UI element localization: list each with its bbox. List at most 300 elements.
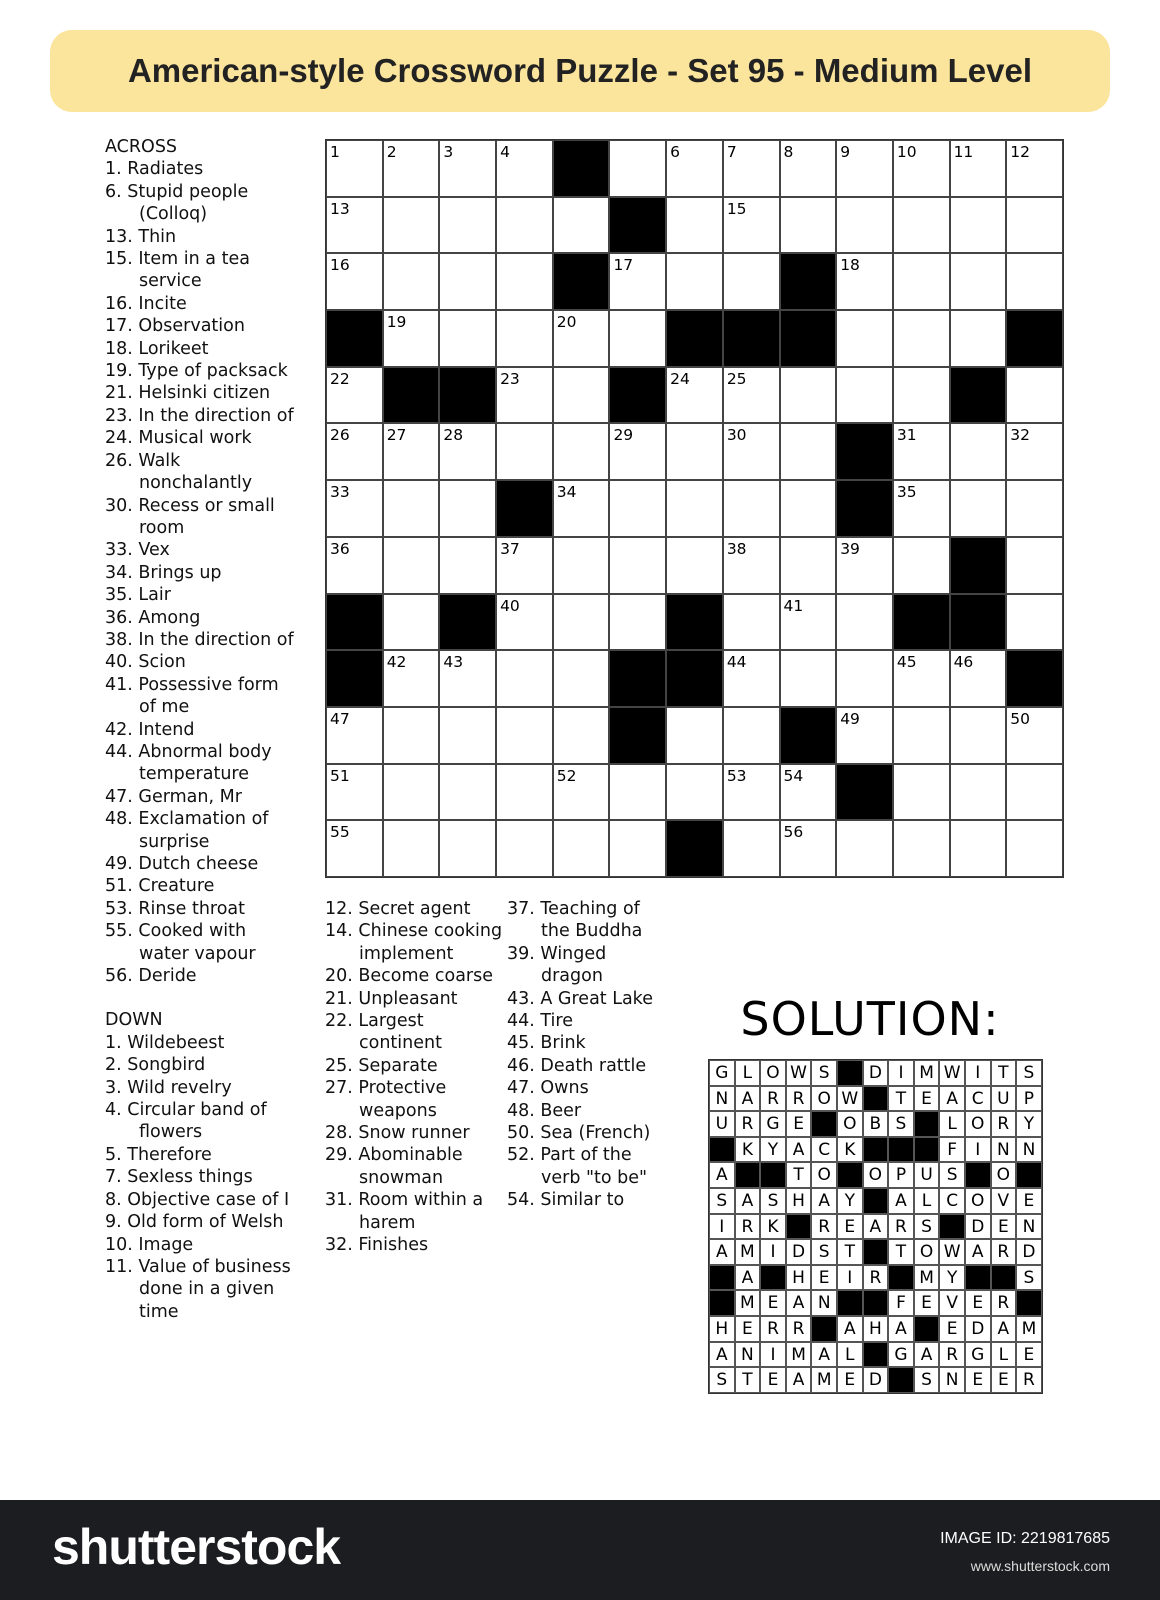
grid-cell[interactable] bbox=[780, 594, 837, 651]
black-square bbox=[836, 764, 893, 821]
grid-cell[interactable] bbox=[383, 140, 440, 197]
solution-black-square bbox=[863, 1239, 889, 1265]
solution-letter: S bbox=[914, 1367, 940, 1393]
grid-cell[interactable] bbox=[496, 820, 553, 877]
solution-black-square bbox=[888, 1367, 914, 1393]
across-clue: 41. Possessive form of me bbox=[105, 674, 279, 718]
grid-cell[interactable] bbox=[893, 310, 950, 367]
solution-letter: W bbox=[837, 1086, 863, 1112]
solution-letter: E bbox=[991, 1367, 1017, 1393]
solution-letter: N bbox=[991, 1137, 1017, 1163]
grid-cell[interactable] bbox=[496, 140, 553, 197]
down-clue: 47. Owns bbox=[507, 1078, 589, 1099]
clue-number: 25 bbox=[726, 369, 747, 388]
grid-cell[interactable] bbox=[1006, 253, 1063, 310]
black-square bbox=[836, 480, 893, 537]
grid-cell[interactable] bbox=[496, 707, 553, 764]
grid-cell[interactable] bbox=[326, 197, 383, 254]
grid-cell[interactable] bbox=[723, 650, 780, 707]
solution-letter: S bbox=[939, 1162, 965, 1188]
solution-black-square bbox=[811, 1316, 837, 1342]
grid-cell[interactable] bbox=[836, 820, 893, 877]
down-clue: 2. Songbird bbox=[105, 1055, 206, 1076]
black-square bbox=[439, 594, 496, 651]
grid-cell[interactable] bbox=[439, 537, 496, 594]
across-clue: 19. Type of packsack bbox=[105, 361, 288, 382]
solution-letter: O bbox=[965, 1188, 991, 1214]
grid-cell[interactable] bbox=[723, 367, 780, 424]
solution-letter: I bbox=[965, 1137, 991, 1163]
grid-cell[interactable] bbox=[609, 594, 666, 651]
grid-cell[interactable] bbox=[383, 310, 440, 367]
clue-number: 16 bbox=[330, 256, 350, 275]
solution-letter: T bbox=[991, 1060, 1017, 1086]
solution-letter: P bbox=[888, 1162, 914, 1188]
grid-cell[interactable] bbox=[893, 707, 950, 764]
grid-cell[interactable] bbox=[439, 764, 496, 821]
grid-cell[interactable] bbox=[1006, 423, 1063, 480]
solution-letter: R bbox=[760, 1086, 786, 1112]
solution-letter: Y bbox=[760, 1137, 786, 1163]
solution-letter: E bbox=[811, 1265, 837, 1291]
grid-cell[interactable] bbox=[950, 764, 1007, 821]
grid-cell[interactable] bbox=[836, 650, 893, 707]
solution-letter: H bbox=[786, 1188, 812, 1214]
black-square bbox=[666, 650, 723, 707]
grid-cell[interactable] bbox=[496, 253, 553, 310]
clue-number: 6 bbox=[670, 143, 680, 161]
clue-number: 34 bbox=[556, 483, 577, 502]
grid-cell[interactable] bbox=[326, 140, 383, 197]
down-clue: 1. Wildebeest bbox=[105, 1032, 225, 1053]
grid-cell[interactable] bbox=[780, 197, 837, 254]
grid-cell[interactable] bbox=[326, 423, 383, 480]
grid-cell[interactable] bbox=[723, 480, 780, 537]
grid-cell[interactable] bbox=[950, 820, 1007, 877]
solution-letter: K bbox=[760, 1214, 786, 1240]
solution-letter: N bbox=[1016, 1214, 1042, 1240]
solution-letter: A bbox=[888, 1188, 914, 1214]
black-square bbox=[326, 650, 383, 707]
solution-letter: I bbox=[709, 1214, 735, 1240]
grid-cell[interactable] bbox=[893, 764, 950, 821]
grid-cell[interactable] bbox=[893, 253, 950, 310]
grid-cell[interactable] bbox=[439, 650, 496, 707]
grid-cell[interactable] bbox=[723, 537, 780, 594]
grid-cell[interactable] bbox=[1006, 594, 1063, 651]
grid-cell[interactable] bbox=[609, 764, 666, 821]
solution-letter: E bbox=[965, 1367, 991, 1393]
grid-cell[interactable] bbox=[780, 140, 837, 197]
across-clue: 56. Deride bbox=[105, 966, 197, 987]
grid-cell[interactable] bbox=[950, 480, 1007, 537]
grid-cell[interactable] bbox=[609, 253, 666, 310]
grid-cell[interactable] bbox=[383, 253, 440, 310]
solution-letter: E bbox=[760, 1367, 786, 1393]
black-square bbox=[609, 650, 666, 707]
solution-letter: V bbox=[939, 1290, 965, 1316]
solution-letter: N bbox=[709, 1086, 735, 1112]
clue-number: 47 bbox=[330, 709, 350, 728]
grid-cell[interactable] bbox=[326, 367, 383, 424]
grid-cell[interactable] bbox=[439, 197, 496, 254]
grid-cell[interactable] bbox=[666, 480, 723, 537]
grid-cell[interactable] bbox=[950, 707, 1007, 764]
across-clue: 49. Dutch cheese bbox=[105, 854, 259, 874]
grid-cell[interactable] bbox=[553, 423, 610, 480]
grid-cell[interactable] bbox=[1006, 820, 1063, 877]
grid-cell[interactable] bbox=[666, 707, 723, 764]
grid-cell[interactable] bbox=[553, 820, 610, 877]
grid-cell[interactable] bbox=[1006, 764, 1063, 821]
grid-cell[interactable] bbox=[780, 764, 837, 821]
solution-letter: S bbox=[1016, 1265, 1042, 1291]
grid-cell[interactable] bbox=[893, 140, 950, 197]
grid-cell[interactable] bbox=[439, 820, 496, 877]
black-square bbox=[326, 310, 383, 367]
down-clue: 28. Snow runner bbox=[325, 1123, 470, 1144]
grid-cell[interactable] bbox=[496, 537, 553, 594]
solution-black-square bbox=[709, 1290, 735, 1316]
solution-letter: T bbox=[837, 1239, 863, 1265]
clue-number: 18 bbox=[840, 256, 860, 275]
across-clue: 36. Among bbox=[105, 607, 201, 628]
solution-letter: A bbox=[863, 1214, 889, 1240]
black-square bbox=[553, 253, 610, 310]
grid-cell[interactable] bbox=[553, 707, 610, 764]
clue-number: 19 bbox=[386, 313, 407, 332]
solution-letter: E bbox=[991, 1214, 1017, 1240]
across-clue: 18. Lorikeet bbox=[105, 338, 209, 359]
grid-cell[interactable] bbox=[780, 423, 837, 480]
grid-cell[interactable] bbox=[383, 650, 440, 707]
grid-cell[interactable] bbox=[780, 367, 837, 424]
down-clue: 21. Unpleasant bbox=[325, 988, 458, 1009]
solution-letter: R bbox=[888, 1214, 914, 1240]
solution-letter: O bbox=[965, 1111, 991, 1137]
black-square bbox=[609, 367, 666, 424]
solution-letter: K bbox=[837, 1137, 863, 1163]
solution-letter: L bbox=[735, 1060, 761, 1086]
grid-cell[interactable] bbox=[893, 820, 950, 877]
grid-cell[interactable] bbox=[383, 707, 440, 764]
clue-number: 55 bbox=[330, 823, 350, 842]
down-clue: 9. Old form of Welsh bbox=[105, 1212, 284, 1233]
grid-cell[interactable] bbox=[496, 197, 553, 254]
solution-letter: O bbox=[837, 1111, 863, 1137]
black-square bbox=[723, 310, 780, 367]
solution-letter: R bbox=[811, 1214, 837, 1240]
grid-cell[interactable] bbox=[723, 140, 780, 197]
grid-cell[interactable] bbox=[553, 197, 610, 254]
solution-black-square bbox=[965, 1162, 991, 1188]
black-square bbox=[780, 707, 837, 764]
grid-cell[interactable] bbox=[893, 423, 950, 480]
grid-cell[interactable] bbox=[666, 140, 723, 197]
clue-number: 4 bbox=[500, 143, 510, 161]
grid-cell[interactable] bbox=[723, 253, 780, 310]
clue-number: 36 bbox=[330, 539, 350, 558]
black-square bbox=[950, 537, 1007, 594]
solution-letter: E bbox=[760, 1290, 786, 1316]
footer-bar bbox=[0, 1500, 1160, 1600]
solution-letter: G bbox=[965, 1342, 991, 1368]
solution-letter: V bbox=[991, 1188, 1017, 1214]
grid-cell[interactable] bbox=[723, 197, 780, 254]
across-clue: 33. Vex bbox=[105, 540, 170, 561]
grid-cell[interactable] bbox=[950, 650, 1007, 707]
grid-cell[interactable] bbox=[666, 253, 723, 310]
footer-url: www.shutterstock.com bbox=[970, 1558, 1110, 1574]
clue-number: 33 bbox=[330, 483, 350, 502]
black-square bbox=[609, 707, 666, 764]
solution-letter: Y bbox=[837, 1188, 863, 1214]
solution-letter: S bbox=[709, 1367, 735, 1393]
solution-letter: A bbox=[786, 1137, 812, 1163]
grid-cell[interactable] bbox=[836, 253, 893, 310]
black-square bbox=[666, 820, 723, 877]
grid-cell[interactable] bbox=[893, 367, 950, 424]
down-clue: 12. Secret agent bbox=[325, 899, 471, 919]
solution-letter: R bbox=[991, 1239, 1017, 1265]
grid-cell[interactable] bbox=[723, 764, 780, 821]
down-clue: 45. Brink bbox=[507, 1033, 586, 1054]
grid-cell[interactable] bbox=[439, 140, 496, 197]
clue-number: 38 bbox=[726, 539, 747, 558]
grid-cell[interactable] bbox=[496, 367, 553, 424]
solution-letter: D bbox=[965, 1316, 991, 1342]
across-clue: 13. Thin bbox=[105, 226, 177, 247]
grid-cell[interactable] bbox=[553, 367, 610, 424]
grid-cell[interactable] bbox=[950, 310, 1007, 367]
grid-cell[interactable] bbox=[836, 197, 893, 254]
down-heading: DOWN bbox=[105, 1010, 163, 1031]
solution-letter: Y bbox=[939, 1265, 965, 1291]
grid-cell[interactable] bbox=[780, 820, 837, 877]
grid-cell[interactable] bbox=[836, 367, 893, 424]
grid-cell[interactable] bbox=[326, 707, 383, 764]
grid-cell[interactable] bbox=[836, 310, 893, 367]
down-clue: 10. Image bbox=[105, 1234, 194, 1255]
across-clue: 35. Lair bbox=[105, 585, 171, 606]
black-square bbox=[780, 253, 837, 310]
grid-cell[interactable] bbox=[780, 537, 837, 594]
grid-cell[interactable] bbox=[383, 480, 440, 537]
grid-cell[interactable] bbox=[326, 480, 383, 537]
grid-cell[interactable] bbox=[496, 423, 553, 480]
across-clue: 38. In the direction of bbox=[105, 629, 294, 650]
grid-cell[interactable] bbox=[666, 423, 723, 480]
grid-cell[interactable] bbox=[836, 594, 893, 651]
grid-cell[interactable] bbox=[553, 764, 610, 821]
grid-cell[interactable] bbox=[609, 537, 666, 594]
solution-letter: U bbox=[991, 1086, 1017, 1112]
grid-cell[interactable] bbox=[326, 764, 383, 821]
grid-cell[interactable] bbox=[383, 820, 440, 877]
clue-number: 39 bbox=[840, 539, 860, 558]
grid-cell[interactable] bbox=[496, 594, 553, 651]
black-square bbox=[609, 197, 666, 254]
grid-cell[interactable] bbox=[836, 140, 893, 197]
solution-black-square bbox=[837, 1290, 863, 1316]
black-square bbox=[780, 310, 837, 367]
grid-cell[interactable] bbox=[383, 764, 440, 821]
black-square bbox=[1006, 310, 1063, 367]
grid-cell[interactable] bbox=[666, 537, 723, 594]
solution-black-square bbox=[914, 1316, 940, 1342]
grid-cell[interactable] bbox=[383, 537, 440, 594]
grid-cell[interactable] bbox=[383, 423, 440, 480]
title-banner bbox=[50, 30, 1110, 112]
grid-cell[interactable] bbox=[1006, 197, 1063, 254]
grid-cell[interactable] bbox=[723, 820, 780, 877]
clue-number: 26 bbox=[330, 426, 350, 445]
grid-cell[interactable] bbox=[496, 650, 553, 707]
grid-cell[interactable] bbox=[609, 140, 666, 197]
clue-number: 1 bbox=[330, 143, 340, 161]
solution-letter: S bbox=[760, 1188, 786, 1214]
solution-letter: A bbox=[786, 1290, 812, 1316]
grid-cell[interactable] bbox=[553, 310, 610, 367]
solution-black-square bbox=[914, 1137, 940, 1163]
solution-letter: C bbox=[811, 1137, 837, 1163]
down-clue: 25. Separate bbox=[325, 1055, 438, 1076]
grid-cell[interactable] bbox=[439, 707, 496, 764]
grid-cell[interactable] bbox=[950, 197, 1007, 254]
solution-letter: N bbox=[1016, 1137, 1042, 1163]
clue-number: 45 bbox=[896, 653, 917, 672]
grid-cell[interactable] bbox=[553, 537, 610, 594]
grid-cell[interactable] bbox=[609, 310, 666, 367]
solution-letter: M bbox=[735, 1290, 761, 1316]
grid-cell[interactable] bbox=[723, 707, 780, 764]
grid-cell[interactable] bbox=[553, 594, 610, 651]
grid-cell[interactable] bbox=[893, 650, 950, 707]
grid-cell[interactable] bbox=[950, 423, 1007, 480]
clue-number: 12 bbox=[1010, 143, 1030, 161]
solution-black-square bbox=[888, 1137, 914, 1163]
solution-letter: D bbox=[1016, 1239, 1042, 1265]
solution-letter: M bbox=[914, 1060, 940, 1086]
grid-cell[interactable] bbox=[496, 310, 553, 367]
down-clue: 44. Tire bbox=[507, 1011, 573, 1032]
across-clue: 15. Item in a tea service bbox=[105, 249, 250, 292]
grid-cell[interactable] bbox=[1006, 537, 1063, 594]
grid-cell[interactable] bbox=[439, 310, 496, 367]
grid-cell[interactable] bbox=[439, 423, 496, 480]
page-title: American-style Crossword Puzzle - Set 95 - Medium Level bbox=[127, 52, 1033, 89]
black-square bbox=[666, 594, 723, 651]
grid-cell[interactable] bbox=[1006, 367, 1063, 424]
solution-letter: A bbox=[965, 1239, 991, 1265]
grid-cell[interactable] bbox=[1006, 707, 1063, 764]
solution-letter: W bbox=[939, 1060, 965, 1086]
grid-cell[interactable] bbox=[836, 707, 893, 764]
solution-letter: E bbox=[939, 1316, 965, 1342]
grid-cell[interactable] bbox=[723, 594, 780, 651]
solution-letter: T bbox=[888, 1239, 914, 1265]
across-clue: 1. Radiates bbox=[105, 159, 204, 180]
solution-letter: H bbox=[786, 1265, 812, 1291]
across-clue: 47. German, Mr bbox=[105, 786, 242, 807]
solution-black-square bbox=[735, 1162, 761, 1188]
solution-letter: S bbox=[914, 1214, 940, 1240]
grid-cell[interactable] bbox=[666, 764, 723, 821]
grid-cell[interactable] bbox=[326, 537, 383, 594]
grid-cell[interactable] bbox=[553, 480, 610, 537]
grid-cell[interactable] bbox=[723, 423, 780, 480]
grid-cell[interactable] bbox=[666, 197, 723, 254]
across-clue: 17. Observation bbox=[105, 316, 245, 337]
grid-cell[interactable] bbox=[383, 197, 440, 254]
down-clue: 8. Objective case of I bbox=[105, 1189, 290, 1210]
grid-cell[interactable] bbox=[893, 537, 950, 594]
grid-cell[interactable] bbox=[893, 480, 950, 537]
solution-letter: P bbox=[1016, 1086, 1042, 1112]
solution-letter: A bbox=[709, 1239, 735, 1265]
grid-cell[interactable] bbox=[1006, 480, 1063, 537]
solution-letter: N bbox=[735, 1342, 761, 1368]
solution-letter: O bbox=[811, 1162, 837, 1188]
across-clue: 51. Creature bbox=[105, 876, 215, 897]
clue-number: 24 bbox=[670, 369, 690, 388]
clue-number: 15 bbox=[726, 199, 747, 218]
grid-cell[interactable] bbox=[609, 820, 666, 877]
grid-cell[interactable] bbox=[780, 480, 837, 537]
grid-cell[interactable] bbox=[836, 537, 893, 594]
grid-cell[interactable] bbox=[609, 423, 666, 480]
solution-letter: L bbox=[939, 1111, 965, 1137]
solution-letter: R bbox=[991, 1111, 1017, 1137]
black-square bbox=[950, 594, 1007, 651]
down-clue: 20. Become coarse bbox=[325, 966, 494, 987]
grid-cell[interactable] bbox=[326, 253, 383, 310]
grid-cell[interactable] bbox=[950, 140, 1007, 197]
down-clue: 7. Sexless things bbox=[105, 1167, 253, 1188]
solution-black-square bbox=[939, 1214, 965, 1240]
solution-letter: A bbox=[888, 1316, 914, 1342]
solution-letter: A bbox=[735, 1188, 761, 1214]
down-clue: 46. Death rattle bbox=[507, 1055, 647, 1076]
solution-black-square bbox=[760, 1265, 786, 1291]
solution-heading: SOLUTION: bbox=[740, 992, 1000, 1046]
grid-cell[interactable] bbox=[950, 253, 1007, 310]
grid-cell[interactable] bbox=[893, 197, 950, 254]
solution-letter: M bbox=[735, 1239, 761, 1265]
grid-cell[interactable] bbox=[609, 480, 666, 537]
across-clue: 21. Helsinki citizen bbox=[105, 383, 271, 404]
solution-letter: L bbox=[914, 1188, 940, 1214]
grid-cell[interactable] bbox=[439, 480, 496, 537]
grid-cell[interactable] bbox=[439, 253, 496, 310]
grid-cell[interactable] bbox=[780, 650, 837, 707]
solution-letter: S bbox=[709, 1188, 735, 1214]
solution-letter: A bbox=[709, 1162, 735, 1188]
down-clue: 29. Abominable snowman bbox=[325, 1145, 463, 1188]
clue-number: 44 bbox=[726, 653, 747, 672]
across-heading: ACROSS bbox=[105, 137, 178, 157]
grid-cell[interactable] bbox=[496, 764, 553, 821]
grid-cell[interactable] bbox=[1006, 140, 1063, 197]
down-clue: 32. Finishes bbox=[325, 1235, 429, 1256]
solution-letter: M bbox=[786, 1342, 812, 1368]
grid-cell[interactable] bbox=[666, 367, 723, 424]
clue-number: 32 bbox=[1010, 426, 1030, 445]
grid-cell[interactable] bbox=[553, 650, 610, 707]
solution-letter: A bbox=[786, 1367, 812, 1393]
grid-cell[interactable] bbox=[326, 820, 383, 877]
grid-cell[interactable] bbox=[383, 594, 440, 651]
